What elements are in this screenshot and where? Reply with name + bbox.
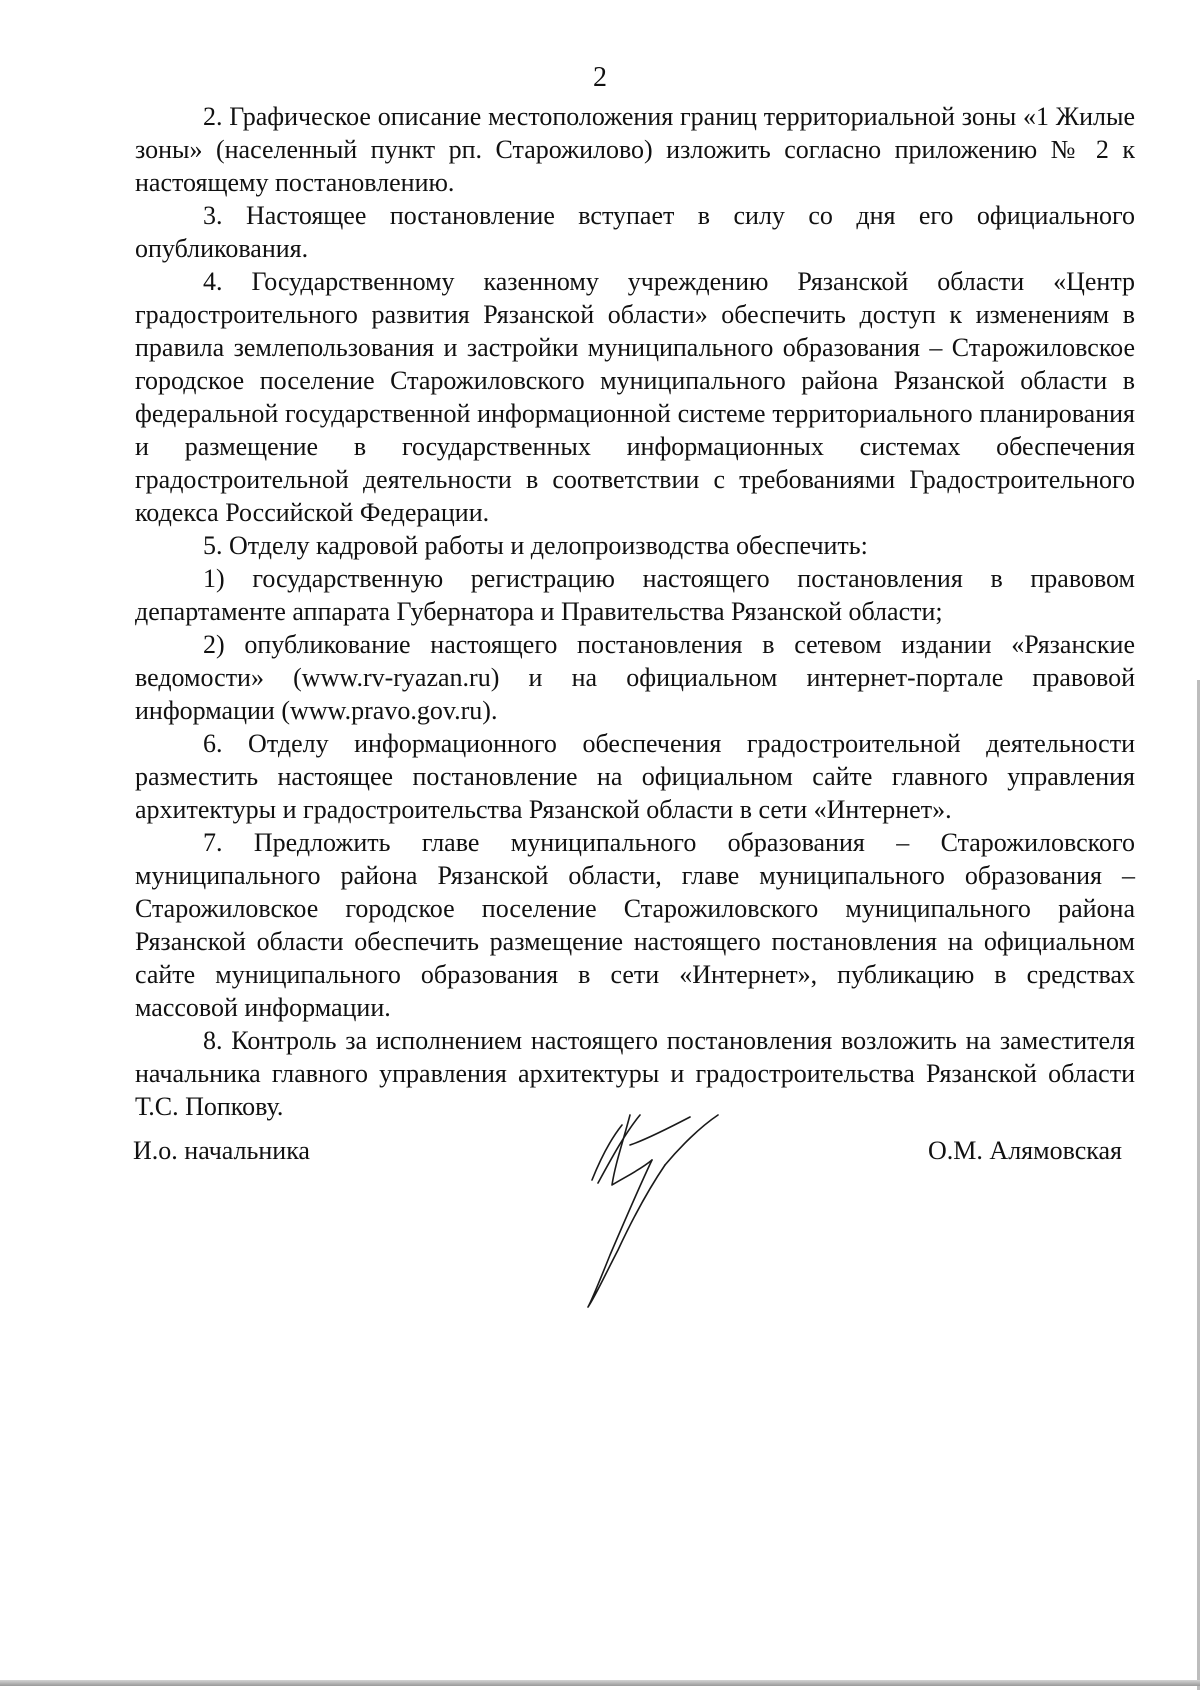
paragraph-5-item-2: 2) опубликование настоящего постановления в сетевом издании «Рязанские ведомости» (www.rv-ryazan.ru) и на официальном интернет-портале правовой информации (www.pravo.gov.ru). [135, 630, 1135, 725]
paragraph-2: 2. Графическое описание местоположения границ территориальной зоны «1 Жилые зоны» (населенный пункт рп. Старожилово) изложить согласно приложению № 2 к настоящему постановлению. [135, 102, 1135, 197]
signer-name: О.М. Алямовская [928, 1136, 1122, 1165]
paragraph-8: 8. Контроль за исполнением настоящего постановления возложить на заместителя начальника главного управления архитектуры и градостроительства Рязанской области Т.С. Попкову. [135, 1026, 1135, 1121]
document-body [135, 100, 1135, 1123]
handwritten-signature-icon [570, 1085, 740, 1325]
signer-title: И.о. начальника [133, 1136, 310, 1165]
paragraph-7: 7. Предложить главе муниципального образования – Старожиловского муниципального района Рязанской области, главе муниципального образования – Старожиловское городское поселение Старожиловского муниципального района Рязанской области обеспечить размещение настоящего постановления на официальном сайте муниципального образования в сети «Интернет», публикацию в средствах массовой информации. [135, 828, 1135, 1022]
paragraph-4: 4. Государственному казенному учреждению Рязанской области «Центр градостроительного развития Рязанской области» обеспечить доступ к изменениям в правила землепользования и застройки муниципального образования – Старожиловское городское поселение Старожиловского муниципального района Рязанской области в федеральной государственной информационной системе территориального планирования и размещение в государственных информационных системах обеспечения градостроительной деятельности в соответствии с требованиями Градостроительного кодекса Российской Федерации. [135, 267, 1135, 527]
paragraph-5-item-1: 1) государственную регистрацию настоящего постановления в правовом департаменте аппарата Губернатора и Правительства Рязанской области; [135, 564, 1135, 626]
paragraph-6: 6. Отделу информационного обеспечения градостроительной деятельности разместить настоящее постановление на официальном сайте главного управления архитектуры и градостроительства Рязанской области в сети «Интернет». [135, 729, 1135, 824]
scan-edge-bottom [0, 1680, 1200, 1686]
paragraph-3: 3. Настоящее постановление вступает в силу со дня его официального опубликования. [135, 201, 1135, 263]
page-number: 2 [593, 62, 607, 93]
paragraph-5: 5. Отделу кадровой работы и делопроизводства обеспечить: [203, 531, 868, 560]
